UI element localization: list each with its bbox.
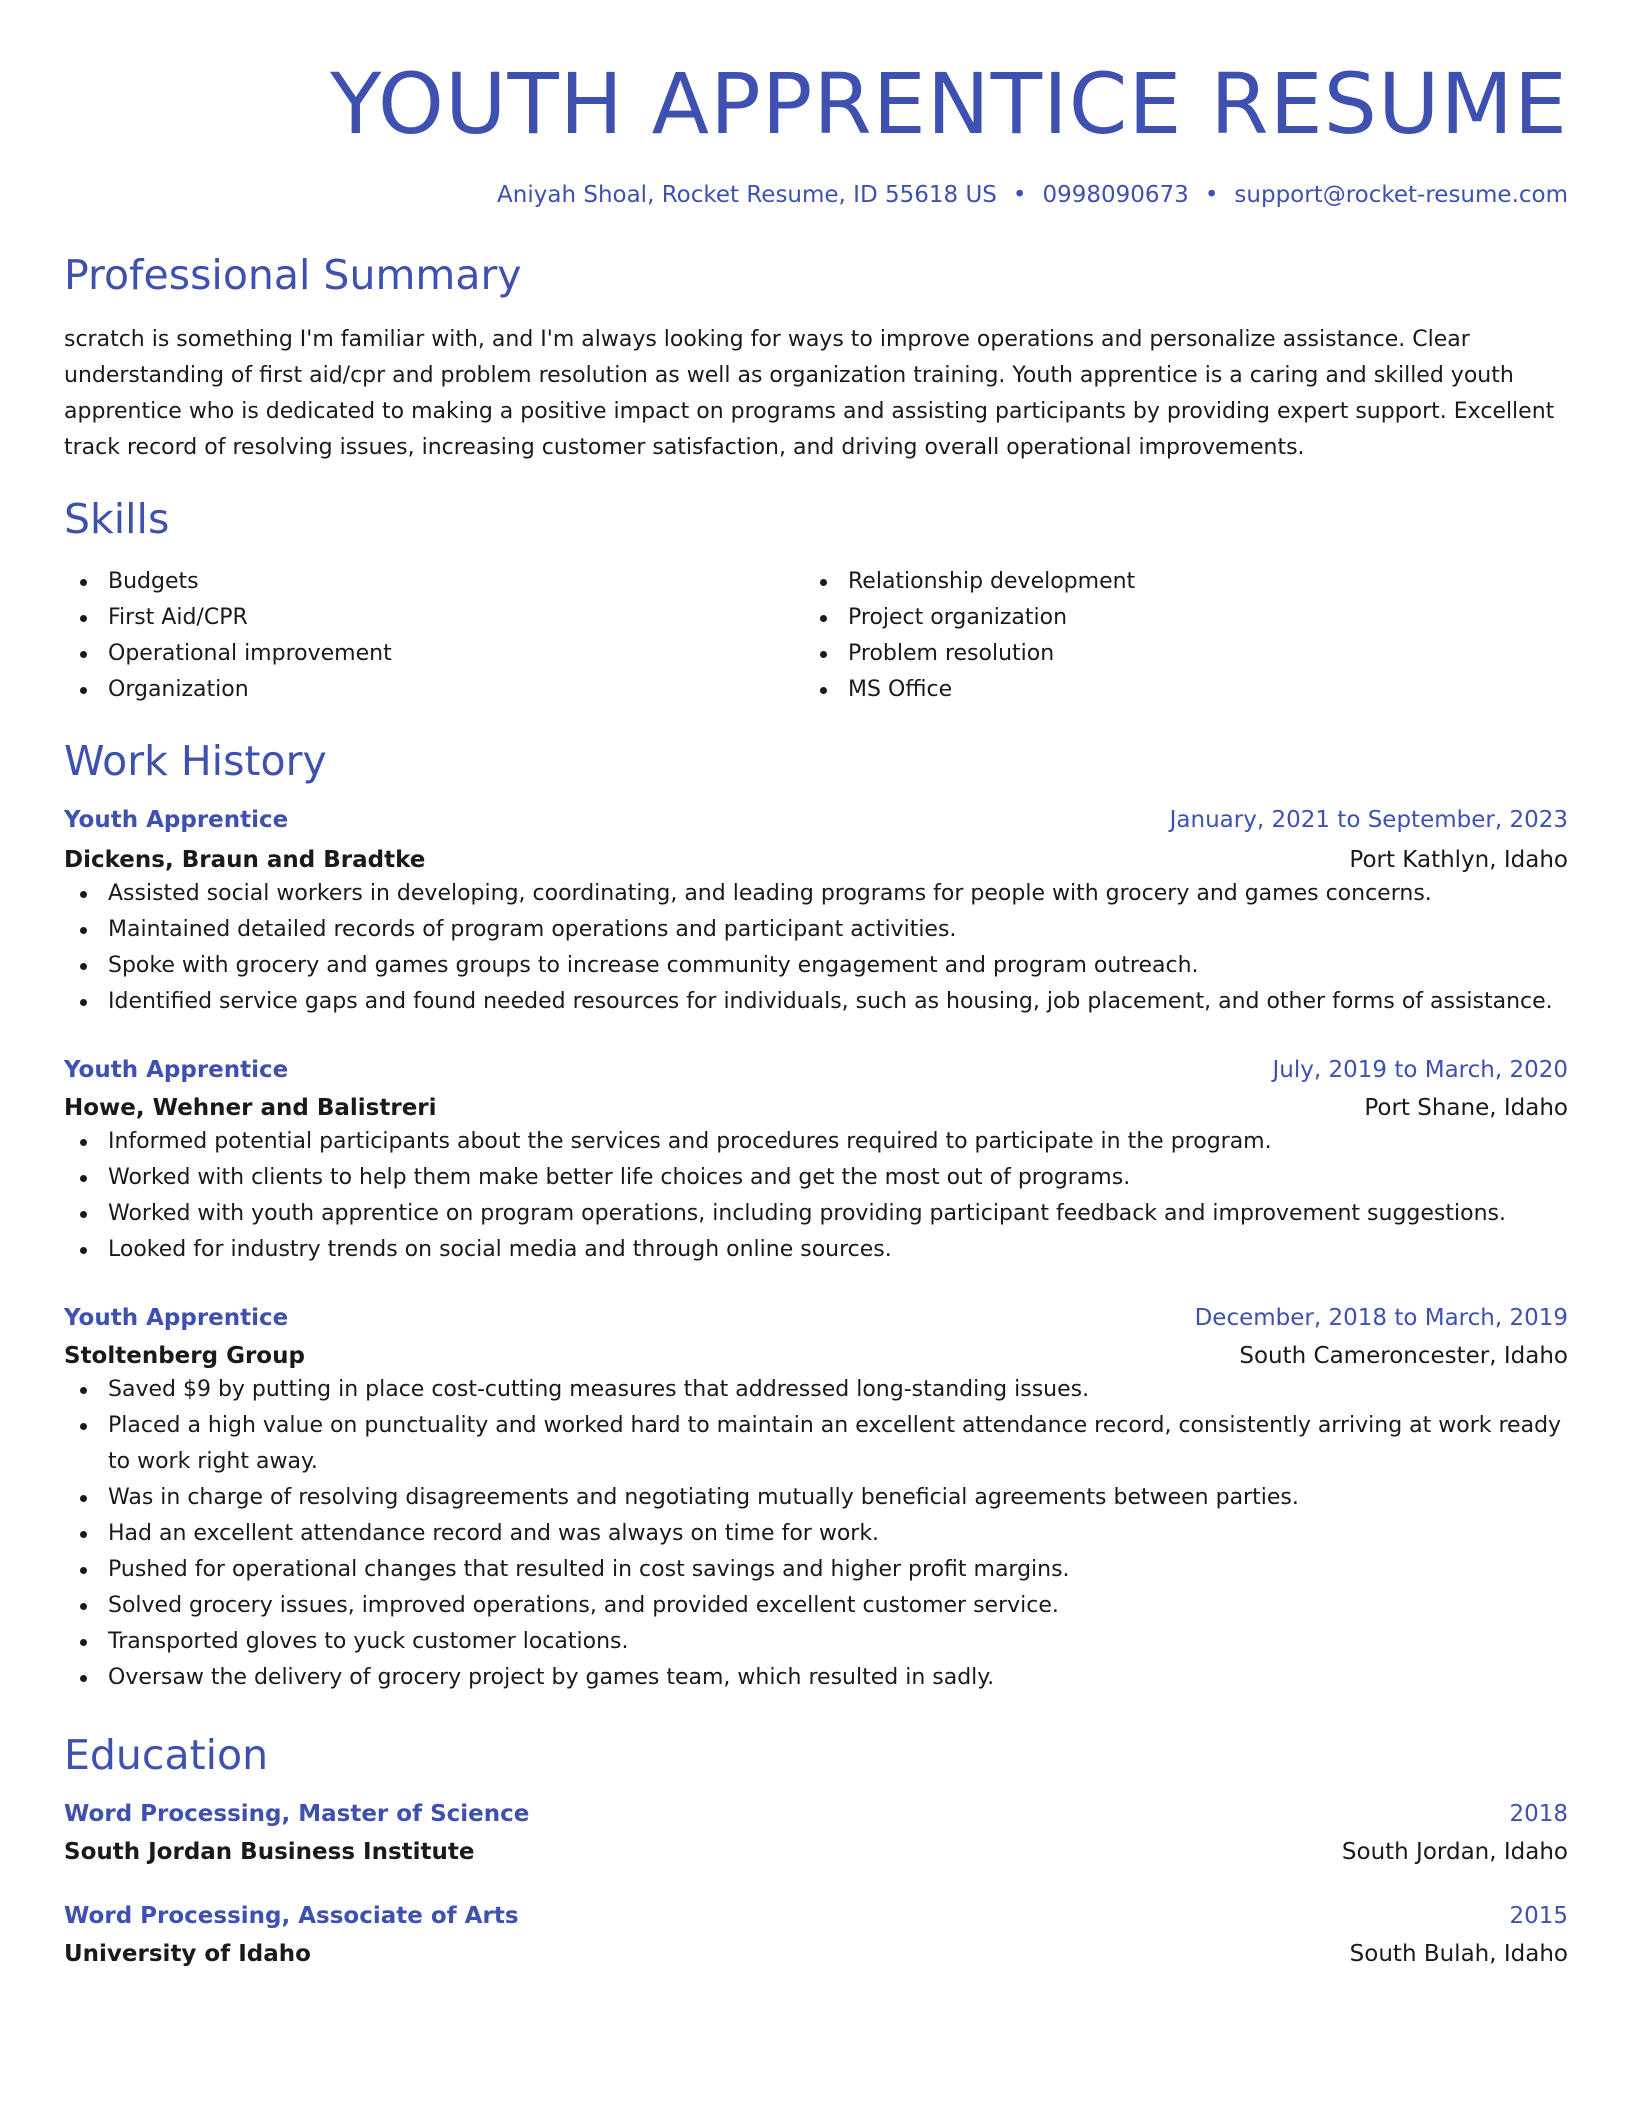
- skill-item: Problem resolution: [804, 636, 1544, 672]
- education-entry: [64, 1798, 1568, 1868]
- resume-header: [64, 56, 1568, 210]
- summary-heading: Professional Summary: [64, 251, 522, 299]
- contact-line: [64, 180, 1568, 210]
- education-school-row: [64, 1938, 1568, 1970]
- skills-heading: Skills: [64, 495, 170, 543]
- job-bullet: Had an excellent attendance record and was always on time for work.: [64, 1516, 1568, 1552]
- education-year: 2018: [1509, 1801, 1568, 1827]
- job-role: Youth Apprentice: [64, 807, 289, 833]
- education-location: South Jordan, Idaho: [1341, 1839, 1568, 1865]
- job-location: South Cameroncester, Idaho: [1239, 1343, 1568, 1369]
- job-bullet: Assisted social workers in developing, coordinating, and leading programs for people with grocery and games concerns.: [64, 876, 1568, 912]
- skills-column-right: [804, 564, 1544, 708]
- work-history-heading: Work History: [64, 737, 327, 785]
- job-bullet: Looked for industry trends on social media and through online sources.: [64, 1232, 1568, 1268]
- contact-separator: •: [1012, 182, 1027, 208]
- job-entry: [64, 1302, 1568, 1696]
- job-company: Stoltenberg Group: [64, 1343, 305, 1369]
- job-dates: July, 2019 to March, 2020: [1272, 1057, 1568, 1083]
- education-degree: Word Processing, Associate of Arts: [64, 1903, 519, 1929]
- job-dates: January, 2021 to September, 2023: [1169, 807, 1568, 833]
- job-company: Howe, Wehner and Balistreri: [64, 1095, 437, 1121]
- contact-separator: •: [1204, 182, 1219, 208]
- job-location: Port Kathlyn, Idaho: [1349, 847, 1568, 873]
- skill-item: Organization: [64, 672, 804, 708]
- education-heading: Education: [64, 1731, 269, 1779]
- job-bullets: [64, 1372, 1568, 1696]
- job-bullets: [64, 876, 1568, 1020]
- job-bullet: Maintained detailed records of program operations and participant activities.: [64, 912, 1568, 948]
- summary-text: scratch is something I'm familiar with, and I'm always looking for ways to improve operations and personalize assistance. Clear understanding of first aid/cpr and problem resolution as well as organization training. Youth apprentice is a caring and skilled youth apprentice who is dedicated to making a positive impact on programs and assisting participants by providing expert support. Excellent track record of resolving issues, increasing customer satisfaction, and driving overall operational improvements.: [64, 327, 1555, 460]
- job-bullet: Transported gloves to yuck customer locations.: [64, 1624, 1568, 1660]
- job-bullets: [64, 1124, 1568, 1268]
- education-entry: [64, 1900, 1568, 1970]
- job-header-row: [64, 1302, 1568, 1334]
- education-location: South Bulah, Idaho: [1349, 1941, 1568, 1967]
- job-bullet: Informed potential participants about the services and procedures required to participate in the program.: [64, 1124, 1568, 1160]
- job-header-row: [64, 1054, 1568, 1086]
- education-year: 2015: [1509, 1903, 1568, 1929]
- job-location: Port Shane, Idaho: [1364, 1095, 1568, 1121]
- job-bullet: Saved $9 by putting in place cost-cutting measures that addressed long-standing issues.: [64, 1372, 1568, 1408]
- job-bullet: Pushed for operational changes that resulted in cost savings and higher profit margins.: [64, 1552, 1568, 1588]
- job-role: Youth Apprentice: [64, 1057, 289, 1083]
- job-bullet: Spoke with grocery and games groups to increase community engagement and program outreach.: [64, 948, 1568, 984]
- job-entry: [64, 1054, 1568, 1268]
- job-dates: December, 2018 to March, 2019: [1194, 1305, 1568, 1331]
- job-bullet: Worked with youth apprentice on program operations, including providing participant feedback and improvement suggestions.: [64, 1196, 1568, 1232]
- job-bullet: Was in charge of resolving disagreements and negotiating mutually beneficial agreements between parties.: [64, 1480, 1568, 1516]
- education-school-row: [64, 1836, 1568, 1868]
- resume-title: YOUTH APPRENTICE RESUME: [330, 55, 1568, 153]
- education-header-row: [64, 1900, 1568, 1932]
- skill-item: Relationship development: [804, 564, 1544, 600]
- job-bullet: Placed a high value on punctuality and worked hard to maintain an excellent attendance record, consistently arriving at work ready to work right away.: [64, 1408, 1568, 1480]
- job-company-row: [64, 1340, 1568, 1372]
- education-school: South Jordan Business Institute: [64, 1839, 475, 1865]
- contact-email: support@rocket-resume.com: [1234, 182, 1568, 208]
- education-degree: Word Processing, Master of Science: [64, 1801, 530, 1827]
- skill-item: Operational improvement: [64, 636, 804, 672]
- contact-address: Aniyah Shoal, Rocket Resume, ID 55618 US: [497, 182, 997, 208]
- education-header-row: [64, 1798, 1568, 1830]
- job-bullet: Identified service gaps and found needed resources for individuals, such as housing, job placement, and other forms of assistance.: [64, 984, 1568, 1020]
- job-header-row: [64, 804, 1568, 836]
- skills-column-left: [64, 564, 804, 708]
- job-entry: [64, 804, 1568, 1020]
- contact-phone: 0998090673: [1042, 182, 1189, 208]
- job-company-row: [64, 1092, 1568, 1124]
- skill-item: MS Office: [804, 672, 1544, 708]
- education-school: University of Idaho: [64, 1941, 311, 1967]
- job-bullet: Solved grocery issues, improved operations, and provided excellent customer service.: [64, 1588, 1568, 1624]
- job-bullet: Oversaw the delivery of grocery project by games team, which resulted in sadly.: [64, 1660, 1568, 1696]
- skills-list: [64, 564, 1568, 708]
- job-company-row: [64, 844, 1568, 876]
- skill-item: Project organization: [804, 600, 1544, 636]
- skill-item: Budgets: [64, 564, 804, 600]
- job-company: Dickens, Braun and Bradtke: [64, 847, 426, 873]
- job-role: Youth Apprentice: [64, 1305, 289, 1331]
- job-bullet: Worked with clients to help them make better life choices and get the most out of programs.: [64, 1160, 1568, 1196]
- skill-item: First Aid/CPR: [64, 600, 804, 636]
